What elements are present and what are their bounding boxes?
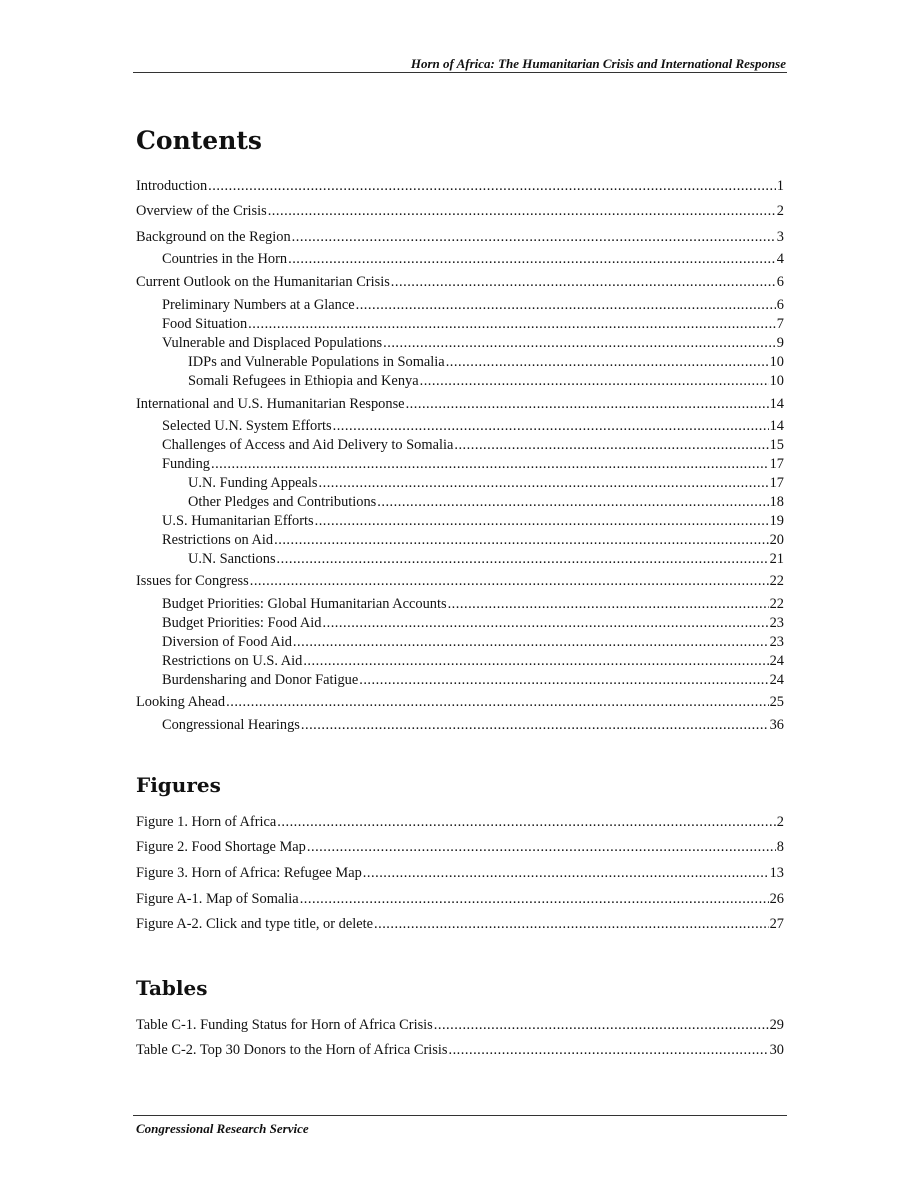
toc-entry-page: 2 — [776, 203, 784, 219]
toc-entry-page: 19 — [769, 513, 784, 529]
toc-entry-page: 23 — [769, 634, 784, 650]
toc-entry-vulnerable[interactable] — [136, 334, 784, 352]
table-entry-page: 30 — [769, 1042, 784, 1058]
toc-entry-page: 36 — [769, 717, 784, 733]
dot-leader — [383, 334, 776, 352]
dot-leader — [303, 652, 768, 670]
dot-leader — [274, 531, 768, 549]
toc-entry-funding[interactable] — [136, 455, 784, 473]
toc-entry-page: 20 — [769, 532, 784, 548]
toc-entry-page: 1 — [776, 178, 784, 194]
dot-leader — [277, 813, 776, 831]
toc-entry-label: U.N. Funding Appeals — [188, 475, 318, 491]
toc-entry-other-pledges[interactable] — [136, 493, 784, 511]
toc-entry-page: 17 — [769, 456, 784, 472]
toc-entry-label: Other Pledges and Contributions — [188, 494, 377, 510]
dot-leader — [293, 633, 769, 651]
dot-leader — [374, 915, 769, 933]
toc-entry-label: Selected U.N. System Efforts — [162, 418, 332, 434]
toc-entry-us-humanitarian[interactable] — [136, 512, 784, 530]
dot-leader — [454, 436, 768, 454]
toc-entry-background[interactable] — [136, 228, 784, 246]
toc-entry-looking-ahead[interactable] — [136, 693, 784, 711]
toc-entry-current-outlook[interactable] — [136, 273, 784, 291]
dot-leader — [359, 671, 768, 689]
toc-entry-label: Restrictions on Aid — [162, 532, 274, 548]
toc-entry-page: 3 — [776, 229, 784, 245]
toc-entry-label: Burdensharing and Donor Fatigue — [162, 672, 359, 688]
toc-entry-label: Introduction — [136, 178, 208, 194]
toc-entry-page: 10 — [769, 373, 784, 389]
toc-entry-label: Budget Priorities: Global Humanitarian Accounts — [162, 596, 447, 612]
toc-entry-introduction[interactable] — [136, 177, 784, 195]
toc-entry-budget-food-aid[interactable] — [136, 614, 784, 632]
dot-leader — [448, 1041, 768, 1059]
toc-entry-page: 22 — [769, 596, 784, 612]
toc-entry-page: 10 — [769, 354, 784, 370]
toc-entry-label: Funding — [162, 456, 210, 472]
toc-entry-somali-refugees[interactable] — [136, 372, 784, 390]
dot-leader — [268, 202, 776, 220]
toc-entry-label: Vulnerable and Displaced Populations — [162, 335, 383, 351]
toc-entry-label: IDPs and Vulnerable Populations in Somalia — [188, 354, 445, 370]
dot-leader — [434, 1016, 769, 1034]
footer-text: Congressional Research Service — [136, 1121, 309, 1136]
toc-entry-label: Issues for Congress — [136, 573, 249, 589]
toc-entry-page: 14 — [769, 418, 784, 434]
dot-leader — [406, 395, 769, 413]
toc-entry-page: 7 — [776, 316, 784, 332]
dot-leader — [288, 250, 776, 268]
dot-leader — [301, 716, 769, 734]
toc-entry-label: Congressional Hearings — [162, 717, 300, 733]
table-entry[interactable] — [136, 1041, 784, 1059]
figure-entry-label: Figure 2. Food Shortage Map — [136, 839, 306, 855]
dot-leader — [292, 228, 776, 246]
figure-entry-label: Figure 1. Horn of Africa — [136, 814, 277, 830]
dot-leader — [300, 890, 769, 908]
toc-entry-page: 15 — [769, 437, 784, 453]
header-rule — [133, 72, 787, 73]
toc-entry-page: 18 — [769, 494, 784, 510]
dot-leader — [248, 315, 776, 333]
dot-leader — [448, 595, 769, 613]
toc-entry-international-response[interactable] — [136, 395, 784, 413]
dot-leader — [315, 512, 769, 530]
figure-entry[interactable] — [136, 890, 784, 908]
dot-leader — [391, 273, 776, 291]
toc-entry-diversion[interactable] — [136, 633, 784, 651]
figures-heading: Figures — [136, 773, 221, 797]
dot-leader — [226, 693, 768, 711]
toc-entry-un-sanctions[interactable] — [136, 550, 784, 568]
toc-entry-congressional-hearings[interactable] — [136, 716, 784, 734]
toc-entry-countries[interactable] — [136, 250, 784, 268]
running-header: Horn of Africa: The Humanitarian Crisis and International Response — [410, 56, 786, 71]
toc-entry-challenges-access[interactable] — [136, 436, 784, 454]
toc-entry-label: Preliminary Numbers at a Glance — [162, 297, 355, 313]
dot-leader — [333, 417, 769, 435]
toc-entry-label: Overview of the Crisis — [136, 203, 267, 219]
table-entry-label: Table C-2. Top 30 Donors to the Horn of Africa Crisis — [136, 1042, 448, 1058]
toc-entry-page: 6 — [776, 297, 784, 313]
figure-entry[interactable] — [136, 838, 784, 856]
toc-entry-page: 24 — [769, 653, 784, 669]
toc-entry-restrictions-aid[interactable] — [136, 531, 784, 549]
figure-entry-page: 26 — [769, 891, 784, 907]
dot-leader — [377, 493, 768, 511]
toc-entry-label: Diversion of Food Aid — [162, 634, 292, 650]
toc-entry-label: Looking Ahead — [136, 694, 226, 710]
dot-leader — [277, 550, 769, 568]
toc-entry-budget-global[interactable] — [136, 595, 784, 613]
table-entry-page: 29 — [769, 1017, 784, 1033]
figure-entry-page: 2 — [776, 814, 784, 830]
toc-entry-label: Current Outlook on the Humanitarian Crisis — [136, 274, 390, 290]
toc-entry-page: 23 — [769, 615, 784, 631]
toc-entry-un-system[interactable] — [136, 417, 784, 435]
toc-entry-label: Somali Refugees in Ethiopia and Kenya — [188, 373, 419, 389]
toc-entry-label: Background on the Region — [136, 229, 291, 245]
table-entry[interactable] — [136, 1016, 784, 1034]
toc-entry-un-funding-appeals[interactable] — [136, 474, 784, 492]
toc-entry-label: International and U.S. Humanitarian Response — [136, 396, 405, 412]
toc-entry-label: U.N. Sanctions — [188, 551, 276, 567]
contents-heading: Contents — [136, 126, 263, 155]
figure-entry-label: Figure A-1. Map of Somalia — [136, 891, 299, 907]
toc-entry-label: U.S. Humanitarian Efforts — [162, 513, 314, 529]
figure-entry-label: Figure 3. Horn of Africa: Refugee Map — [136, 865, 362, 881]
dot-leader — [363, 864, 769, 882]
toc-entry-label: Food Situation — [162, 316, 248, 332]
toc-entry-issues-congress[interactable] — [136, 572, 784, 590]
toc-entry-page: 17 — [769, 475, 784, 491]
dot-leader — [356, 296, 776, 314]
toc-entry-page: 25 — [769, 694, 784, 710]
figure-entry-page: 8 — [776, 839, 784, 855]
toc-entry-restrictions-us-aid[interactable] — [136, 652, 784, 670]
dot-leader — [307, 838, 776, 856]
toc-entry-page: 4 — [776, 251, 784, 267]
figure-entry-page: 13 — [769, 865, 784, 881]
toc-entry-page: 9 — [776, 335, 784, 351]
figure-entry[interactable] — [136, 864, 784, 882]
figure-entry-page: 27 — [769, 916, 784, 932]
dot-leader — [446, 353, 769, 371]
toc-entry-label: Budget Priorities: Food Aid — [162, 615, 322, 631]
toc-entry-page: 6 — [776, 274, 784, 290]
toc-entry-page: 14 — [769, 396, 784, 412]
toc-entry-food-situation[interactable] — [136, 315, 784, 333]
figure-entry-label: Figure A-2. Click and type title, or delete — [136, 916, 373, 932]
toc-entry-page: 24 — [769, 672, 784, 688]
dot-leader — [319, 474, 769, 492]
toc-entry-label: Restrictions on U.S. Aid — [162, 653, 303, 669]
dot-leader — [420, 372, 769, 390]
figure-entry[interactable] — [136, 813, 784, 831]
figure-entry[interactable] — [136, 915, 784, 933]
tables-heading: Tables — [136, 976, 208, 1000]
dot-leader — [211, 455, 769, 473]
dot-leader — [323, 614, 769, 632]
toc-entry-preliminary-numbers[interactable] — [136, 296, 784, 314]
toc-entry-page: 21 — [769, 551, 784, 567]
table-entry-label: Table C-1. Funding Status for Horn of Africa Crisis — [136, 1017, 433, 1033]
footer-rule — [133, 1115, 787, 1116]
toc-entry-page: 22 — [769, 573, 784, 589]
toc-entry-label: Countries in the Horn — [162, 251, 288, 267]
toc-entry-label: Challenges of Access and Aid Delivery to Somalia — [162, 437, 454, 453]
toc-entry-burdensharing[interactable] — [136, 671, 784, 689]
dot-leader — [250, 572, 769, 590]
toc-entry-overview[interactable] — [136, 202, 784, 220]
toc-entry-idps[interactable] — [136, 353, 784, 371]
dot-leader — [208, 177, 776, 195]
